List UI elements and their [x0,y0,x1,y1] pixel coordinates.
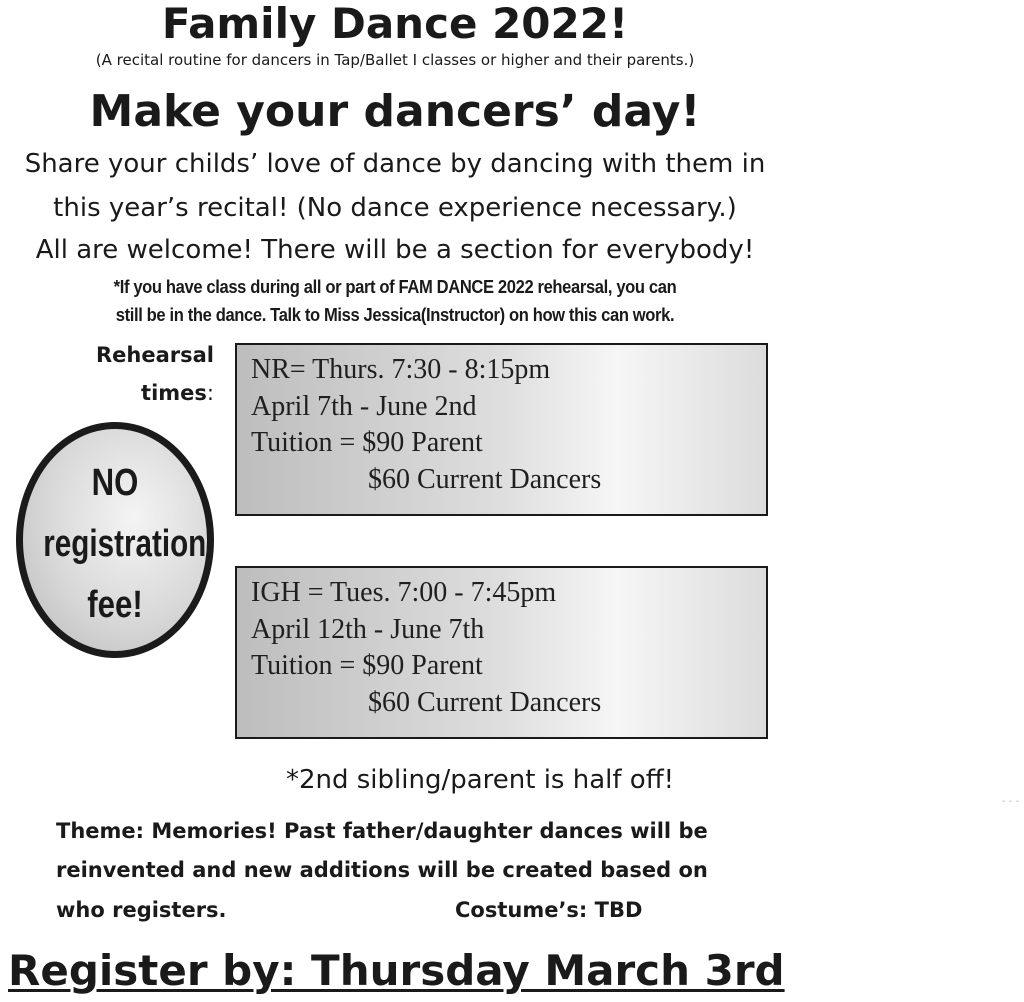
theme-line: who registers. [56,898,227,922]
tuition-dancers: $60 Current Dancers [368,464,602,495]
badge-line: registration [43,523,207,565]
badge-line: NO [91,462,139,504]
rehearsal-label [141,378,214,408]
theme-line: Theme: Memories! Past father/daughter dances will be [56,819,708,843]
sibling-discount-note: *2nd sibling/parent is half off! [285,765,675,795]
schedule-time: IGH = Tues. 7:00 - 7:45pm [251,577,557,608]
no-registration-fee-badge [16,422,214,658]
tuition-parent: Tuition = $90 Parent [251,427,483,458]
class-conflict-note: *If you have class during all or part of FAM DANCE 2022 rehearsal, you can [113,277,677,297]
schedule-time: NR= Thurs. 7:30 - 8:15pm [251,354,551,385]
theme-line: reinvented and new additions will be created based on [56,858,708,882]
subtitle: (A recital routine for dancers in Tap/Ballet I classes or higher and their parents.) [95,51,695,69]
schedule-dates: April 7th - June 2nd [251,391,477,422]
intro-line: All are welcome! There will be a section for everybody! [35,235,755,265]
tuition-dancers: $60 Current Dancers [368,687,602,718]
schedule-dates: April 12th - June 7th [251,614,485,645]
schedule-box-nr [235,343,768,516]
class-conflict-note: still be in the dance. Talk to Miss Jessica(Instructor) on how this can work. [115,305,675,325]
badge-line: fee! [87,584,143,626]
rehearsal-label: Rehearsal [95,343,214,367]
register-deadline: Register by: Thursday March 3rd [8,946,785,995]
intro-line: Share your childs’ love of dance by dancing with them in [24,149,766,179]
tuition-parent: Tuition = $90 Parent [251,650,483,681]
schedule-box-igh [235,566,768,739]
decorative-dashes: - - - [1002,796,1020,807]
intro-line: this year’s recital! (No dance experience necessary.) [53,193,737,223]
headline: Make your dancers’ day! [89,86,701,137]
rehearsal-label-colon: : [206,381,214,405]
costume-note: Costume’s: TBD [455,898,643,922]
rehearsal-label-word: times [141,381,207,405]
page-title: Family Dance 2022! [161,0,629,48]
